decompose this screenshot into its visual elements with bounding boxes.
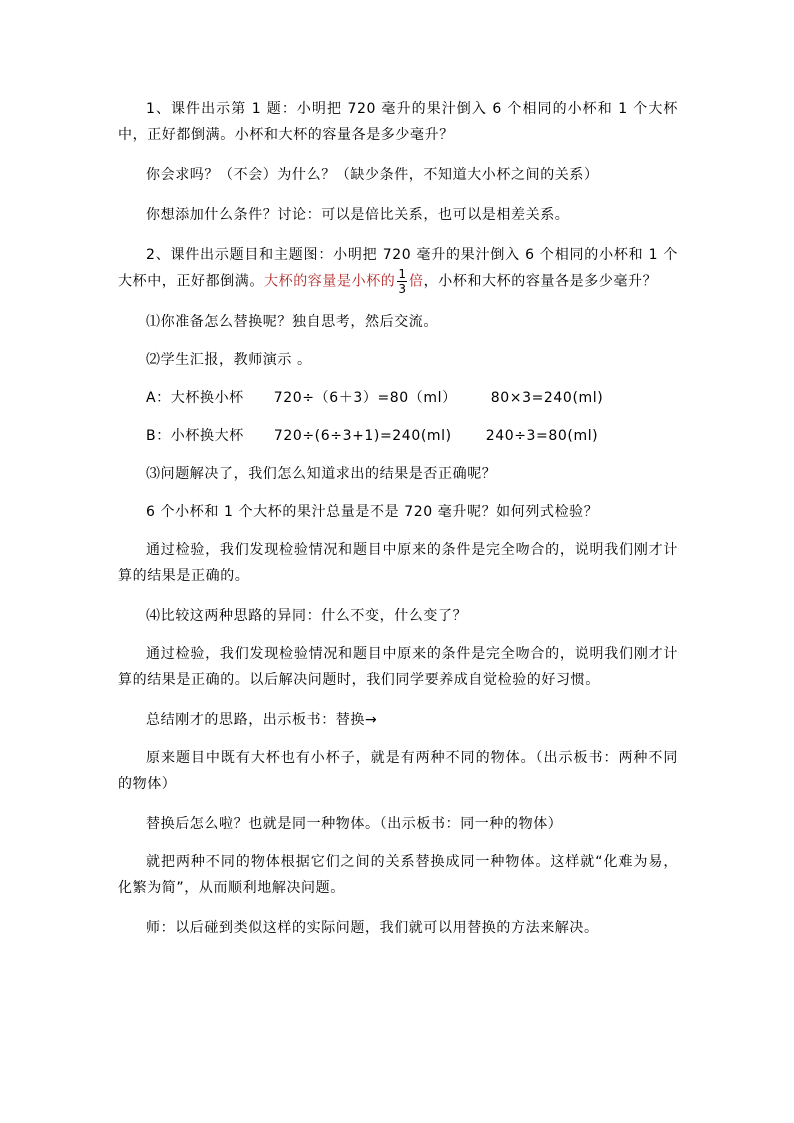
paragraph-can-you-solve: 你会求吗？（不会）为什么？（缺少条件，不知道大小杯之间的关系）	[146, 167, 599, 183]
paragraph-check-total: 6 个小杯和 1 个大杯的果汁总量是不是 720 毫升呢？如何列式检验？	[146, 504, 599, 520]
document-body	[118, 96, 678, 955]
paragraph-problem-2	[118, 242, 678, 295]
fraction-denominator: 3	[398, 282, 407, 296]
problem-2-text-before: 2、课件出示题目和主题图：小明把 720 毫升的果汁倒入 6 个相同的小杯和 1 个大杯中，正好都倒满。	[118, 247, 678, 290]
paragraph-problem-1: 1、课件出示第 1 题：小明把 720 毫升的果汁倒入 6 个相同的小杯和 1 个大杯中，正好都倒满。小杯和大杯的容量各是多少毫升？	[118, 101, 678, 143]
paragraph-step-4: ⑷比较这两种思路的异同：什么不变，什么变了？	[146, 608, 468, 624]
paragraph-teacher-conclusion: 师：以后碰到类似这样的实际问题，我们就可以用替换的方法来解决。	[146, 920, 599, 936]
paragraph-method-a	[118, 385, 678, 411]
problem-2-highlight-after: 倍	[409, 273, 424, 290]
method-a-equation-1: 720÷（6＋3）=80（ml）	[273, 390, 457, 406]
method-b-equation-1: 720÷(6÷3+1)=240(ml)	[273, 428, 452, 444]
paragraph-verification-2: 通过检验，我们发现检验情况和题目中原来的条件是完全吻合的，说明我们刚才计算的结果是正确的。以后解决问题时，我们同学要养成自觉检验的好习惯。	[118, 646, 678, 688]
paragraph-two-objects: 原来题目中既有大杯也有小杯子，就是有两种不同的物体。（出示板书：两种不同的物体）	[118, 750, 678, 792]
fraction-one-third	[397, 268, 407, 295]
method-b-equation-2: 240÷3=80(ml)	[485, 428, 599, 444]
paragraph-summary: 总结刚才的思路，出示板书：替换→	[146, 712, 378, 728]
paragraph-step-1: ⑴你准备怎么替换呢？独自思考，然后交流。	[146, 314, 438, 330]
paragraph-method-b	[118, 423, 678, 449]
paragraph-step-3: ⑶问题解决了，我们怎么知道求出的结果是否正确呢？	[146, 466, 497, 482]
paragraph-step-2: ⑵学生汇报，教师演示 。	[146, 352, 312, 368]
problem-2-highlight-before: 大杯的容量是小杯的	[264, 273, 396, 290]
problem-2-text-after: ，小杯和大杯的容量各是多少毫升？	[423, 273, 658, 290]
paragraph-verification-1: 通过检验，我们发现检验情况和题目中原来的条件是完全吻合的，说明我们刚才计算的结果是正确的。	[118, 542, 678, 584]
method-a-label: A：大杯换小杯	[146, 390, 244, 406]
paragraph-replace-method: 就把两种不同的物体根据它们之间的关系替换成同一种物体。这样就“化难为易，化繁为简”，从而顺利地解决问题。	[118, 854, 678, 896]
method-b-label: B：小杯换大杯	[146, 428, 244, 444]
paragraph-add-condition: 你想添加什么条件？讨论：可以是倍比关系，也可以是相差关系。	[146, 207, 570, 223]
paragraph-same-object: 替换后怎么啦？也就是同一种物体。（出示板书：同一种的物体）	[146, 816, 563, 832]
method-a-equation-2: 80×3=240(ml)	[490, 390, 604, 406]
fraction-numerator: 1	[398, 267, 407, 281]
